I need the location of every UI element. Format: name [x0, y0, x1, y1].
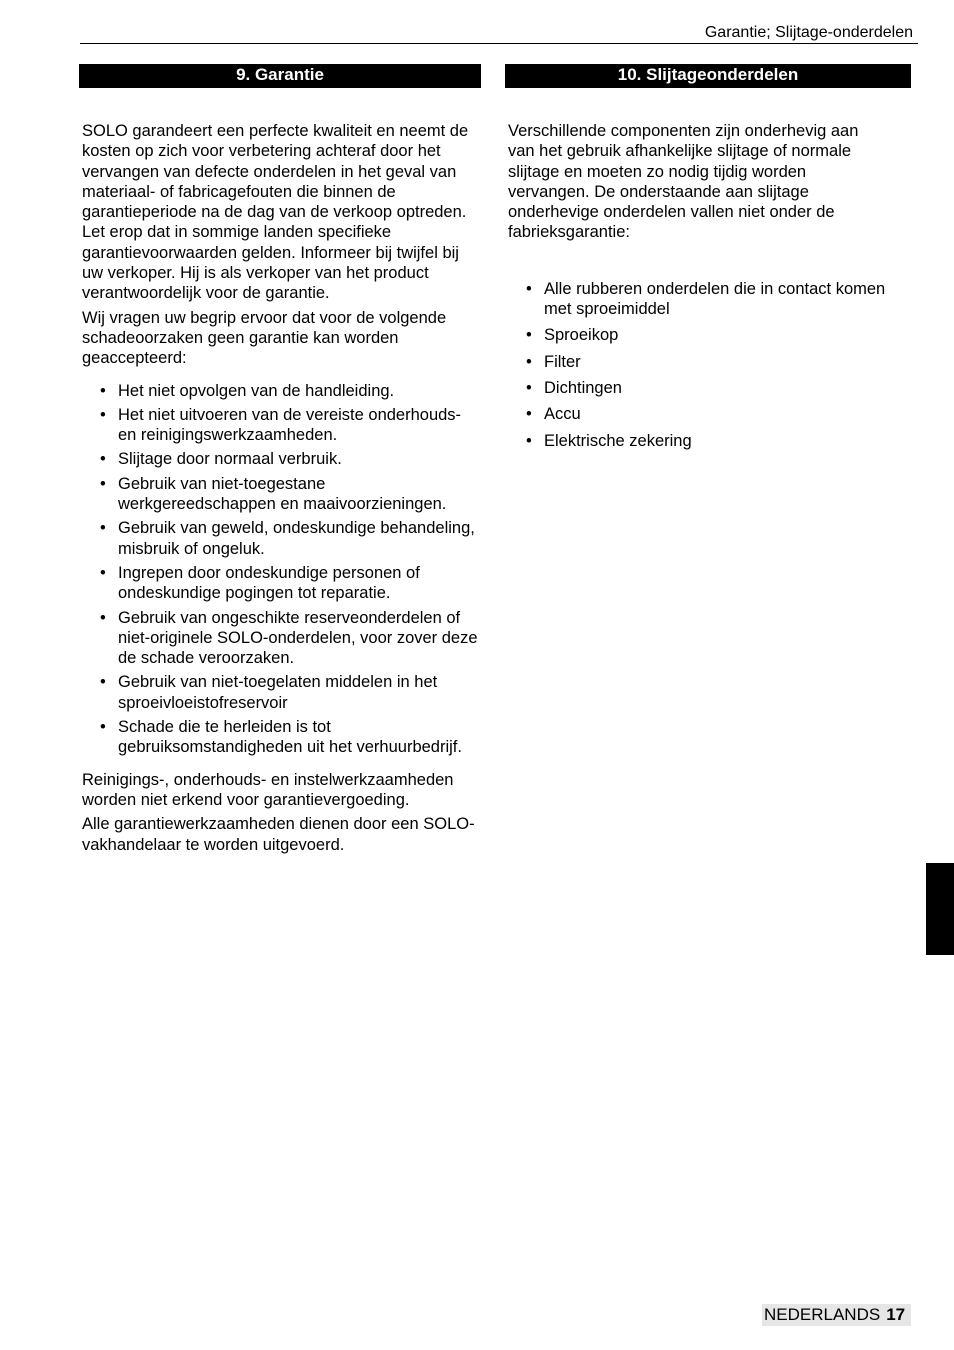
list-item	[82, 563, 482, 604]
list-item-text: Gebruik van ongeschikte reserveonderdelen of niet-originele SOLO-onderdelen, voor zover deze de schade veroorzaken.	[118, 608, 478, 668]
page-number: 17	[886, 1305, 906, 1324]
list-item	[82, 449, 482, 469]
list-item	[82, 717, 482, 758]
list-item-text: Accu	[544, 405, 581, 424]
exclusions-intro: Wij vragen uw begrip ervoor dat voor de volgende schadeoorzaken geen garantie kan worden geaccepteerd:	[82, 308, 447, 368]
list-item-text: Dichtingen	[544, 378, 622, 397]
bullet-icon: •	[526, 405, 532, 424]
bullet-icon: •	[100, 519, 106, 538]
footer-language: NEDERLANDS	[764, 1305, 881, 1324]
list-item	[508, 378, 888, 398]
list-item	[82, 672, 482, 713]
garantie-intro: SOLO garandeert een perfecte kwaliteit en neemt de kosten op zich voor verbetering achteraf door het vervangen van defecte onderdelen in het geval van materiaal- of fabricagefouten die binnen de garantieperiode na de dag van de verkoop optreden. Let erop dat in sommige landen specifieke garantievoorwaarden gelden. Informeer bij twijfel bij uw verkoper. Hij is als verkoper van het product verantwoordelijk voor de garantie.	[82, 122, 469, 303]
list-item	[508, 431, 888, 451]
slijtageonderdelen-column	[508, 121, 888, 457]
bullet-icon: •	[526, 326, 532, 345]
list-item-text: Elektrische zekering	[544, 431, 692, 450]
bullet-icon: •	[100, 563, 106, 582]
list-item	[508, 279, 888, 320]
list-item	[82, 474, 482, 515]
bullet-icon: •	[526, 378, 532, 397]
wear-parts-list	[508, 279, 888, 451]
list-item-text: Slijtage door normaal verbruik.	[118, 450, 342, 469]
header-rule	[80, 43, 918, 44]
list-item-text: Het niet opvolgen van de handleiding.	[118, 381, 395, 400]
list-item-text: Alle rubberen onderdelen die in contact komen met sproeimiddel	[544, 279, 886, 319]
exclusions-list	[82, 381, 482, 758]
bullet-icon: •	[100, 381, 106, 400]
list-item	[82, 608, 482, 669]
list-item-text: Gebruik van niet-toegestane werkgereedschappen en maaivoorzieningen.	[118, 474, 447, 514]
list-item-text: Filter	[544, 352, 581, 371]
list-item	[508, 404, 888, 424]
bullet-icon: •	[100, 450, 106, 469]
bullet-icon: •	[526, 431, 532, 450]
list-item-text: Schade die te herleiden is tot gebruiksomstandigheden uit het verhuurbedrijf.	[118, 718, 462, 757]
bullet-icon: •	[100, 405, 106, 424]
bullet-icon: •	[100, 718, 106, 737]
chapter-thumb-tab	[926, 863, 954, 955]
list-item	[82, 518, 482, 559]
list-item-text: Het niet uitvoeren van de vereiste onderhouds- en reinigingswerkzaamheden.	[118, 405, 462, 445]
bullet-icon: •	[526, 279, 532, 298]
bullet-icon: •	[100, 673, 106, 692]
bullet-icon: •	[526, 352, 532, 371]
list-item-text: Sproeikop	[544, 326, 619, 345]
list-item-text: Gebruik van niet-toegelaten middelen in het sproeivloeistofreservoir	[118, 673, 438, 712]
bullet-icon: •	[100, 608, 106, 627]
slijtage-intro: Verschillende componenten zijn onderhevig aan van het gebruik afhankelijke slijtage of normale slijtage en moeten zo nodig tijdig worden vervangen. De onderstaande aan slijtage onderhevige onderdelen vallen niet onder de fabrieksgarantie:	[508, 122, 859, 242]
closing-paragraph-1: Reinigings-, onderhouds- en instelwerkzaamheden worden niet erkend voor garantievergoeding.	[82, 770, 454, 809]
bullet-icon: •	[100, 474, 106, 493]
list-item	[508, 352, 888, 372]
list-item-text: Gebruik van geweld, ondeskundige behandeling, misbruik of ongeluk.	[118, 519, 475, 558]
list-item	[82, 381, 482, 401]
section-heading-garantie: 9. Garantie	[79, 64, 481, 88]
list-item	[508, 325, 888, 345]
list-item-text: Ingrepen door ondeskundige personen of ondeskundige pogingen tot reparatie.	[118, 563, 420, 603]
page-footer	[762, 1304, 911, 1326]
garantie-column	[82, 121, 482, 859]
section-heading-slijtageonderdelen: 10. Slijtageonderdelen	[505, 64, 911, 88]
running-header: Garantie; Slijtage-onderdelen	[704, 24, 913, 41]
list-item	[82, 405, 482, 446]
closing-paragraph-2: Alle garantiewerkzaamheden dienen door een SOLO-vakhandelaar te worden uitgevoerd.	[82, 815, 475, 854]
